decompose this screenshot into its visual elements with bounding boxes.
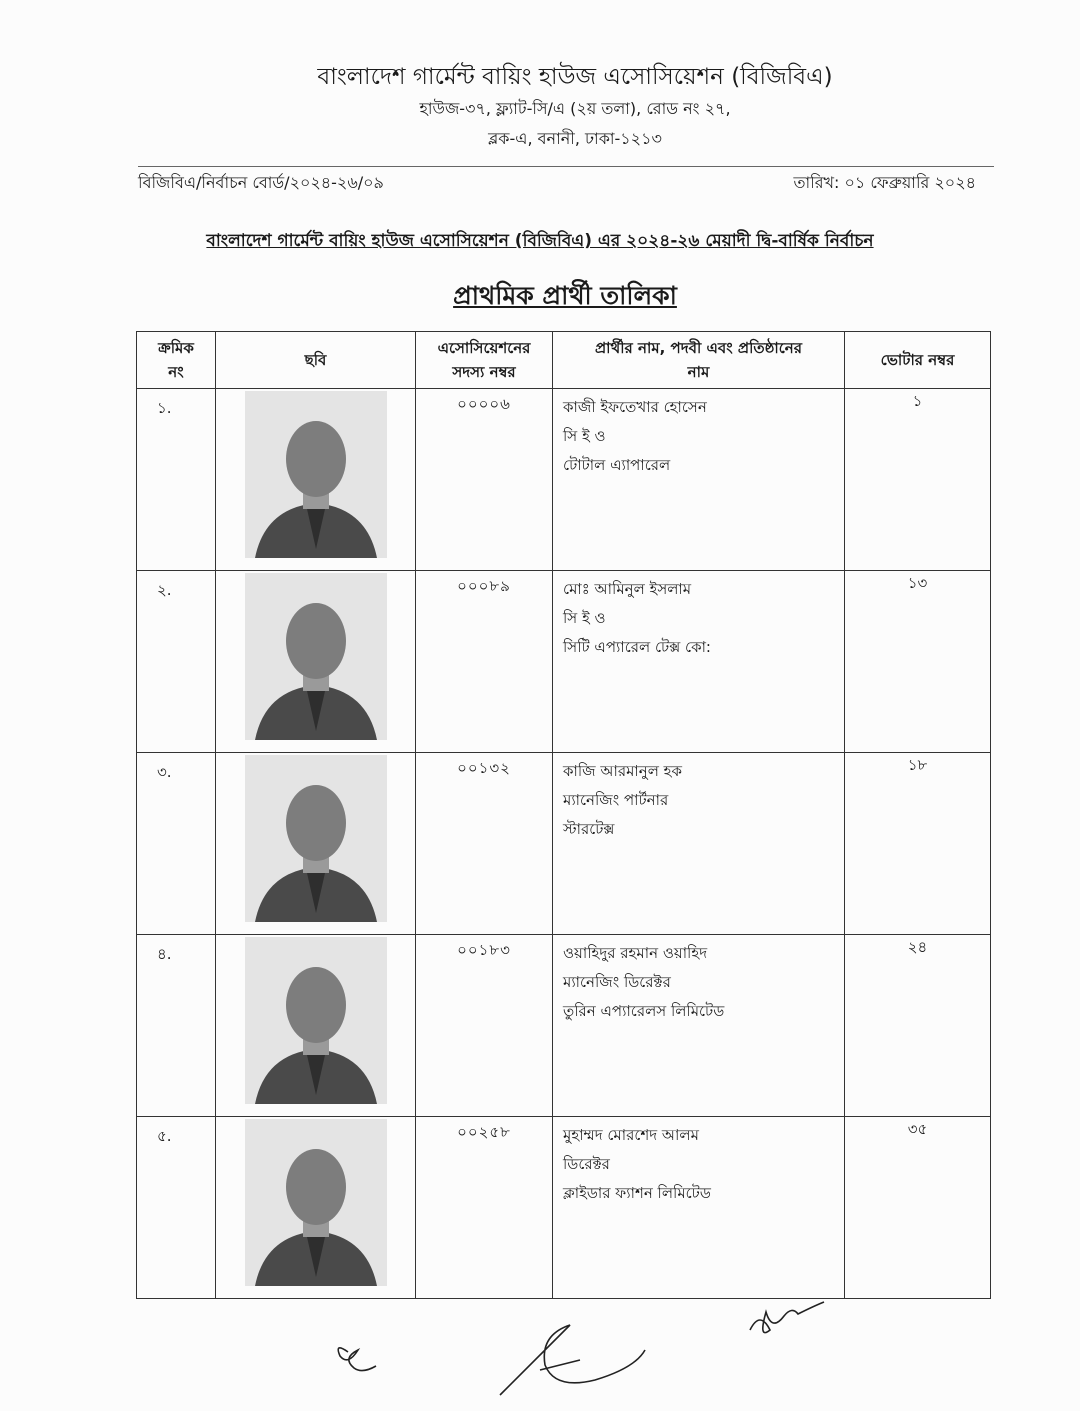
candidate-company: স্টারটেক্স	[563, 820, 615, 838]
candidate-company: ক্লাইডার ফ্যাশন লিমিটেড	[563, 1184, 711, 1202]
candidate-details	[553, 1117, 845, 1299]
table-row	[137, 1117, 991, 1299]
candidate-designation: ম্যানেজিং ডিরেক্টর	[563, 973, 671, 991]
candidate-photo	[245, 937, 387, 1104]
serial-number: ৫.	[137, 1117, 216, 1299]
table-row	[137, 935, 991, 1117]
serial-number: ১.	[137, 389, 216, 571]
member-number: ০০১৩২	[416, 753, 553, 935]
candidate-photo-cell	[216, 753, 416, 935]
election-title: বাংলাদেশ গার্মেন্ট বায়িং হাউজ এসোসিয়েশন (বিজিবিএ) এর ২০২৪-২৬ মেয়াদী দ্বি-বার্ষিক নির্বাচন	[206, 231, 874, 251]
letterhead	[0, 60, 1080, 154]
candidate-photo	[245, 391, 387, 558]
candidate-photo	[245, 755, 387, 922]
address-line-2: ব্লক-এ, বনানী, ঢাকা-১২১৩	[488, 129, 662, 148]
reference-number: বিজিবিএ/নির্বাচন বোর্ড/২০২৪-২৬/০৯	[138, 173, 384, 192]
document-date: তারিখ: ০১ ফেব্রুয়ারি ২০২৪	[793, 173, 976, 192]
candidate-photo-cell	[216, 571, 416, 753]
serial-number: ২.	[137, 571, 216, 753]
signature-1	[338, 1348, 376, 1371]
candidate-name: মুহাম্মদ মোরশেদ আলম	[563, 1126, 699, 1144]
member-number: ০০০৮৯	[416, 571, 553, 753]
candidate-details	[553, 935, 845, 1117]
candidate-name: কাজি আরমানুল হক	[563, 762, 683, 780]
voter-number: ৩৫	[845, 1117, 991, 1299]
candidate-designation: ডিরেক্টর	[563, 1155, 610, 1173]
member-number: ০০০০৬	[416, 389, 553, 571]
candidate-table	[136, 331, 991, 1299]
address-line-1: হাউজ-৩৭, ফ্ল্যাট-সি/এ (২য় তলা), রোড নং ২৭,	[419, 99, 731, 118]
candidate-name: ওয়াহিদুর রহমান ওয়াহিদ	[563, 944, 708, 962]
candidate-company: তুরিন এপ্যারেলস লিমিটেড	[563, 1002, 725, 1020]
candidate-photo	[245, 1119, 387, 1286]
header-serial: ক্রমিক নং	[137, 332, 216, 389]
header-member-number: এসোসিয়েশনের সদস্য নম্বর	[416, 332, 553, 389]
candidate-details	[553, 389, 845, 571]
signatures	[330, 1300, 870, 1400]
list-title: প্রাথমিক প্রার্থী তালিকা	[453, 281, 677, 310]
candidate-designation: সি ই ও	[563, 609, 606, 627]
candidate-photo-cell	[216, 389, 416, 571]
table-header-row	[137, 332, 991, 389]
table-row	[137, 753, 991, 935]
candidate-photo	[245, 573, 387, 740]
serial-number: ৪.	[137, 935, 216, 1117]
voter-number: ১৮	[845, 753, 991, 935]
header-candidate-details: প্রার্থীর নাম, পদবী এবং প্রতিষ্ঠানের নাম	[553, 332, 845, 389]
header-divider	[138, 166, 994, 167]
candidate-name: কাজী ইফতেখার হোসেন	[563, 398, 707, 416]
header-photo: ছবি	[216, 332, 416, 389]
table-row	[137, 571, 991, 753]
voter-number: ১	[845, 389, 991, 571]
header-voter-number: ভোটার নম্বর	[845, 332, 991, 389]
member-number: ০০২৫৮	[416, 1117, 553, 1299]
signature-2	[500, 1325, 645, 1395]
candidate-photo-cell	[216, 935, 416, 1117]
candidate-name: মোঃ আমিনুল ইসলাম	[563, 580, 692, 598]
candidate-details	[553, 753, 845, 935]
voter-number: ২৪	[845, 935, 991, 1117]
candidate-designation: ম্যানেজিং পার্টনার	[563, 791, 669, 809]
candidate-designation: সি ই ও	[563, 427, 606, 445]
voter-number: ১৩	[845, 571, 991, 753]
candidate-company: টোটাল এ্যাপারেল	[563, 456, 671, 474]
candidate-company: সিটি এপ্যারেল টেক্স কো:	[563, 638, 711, 656]
organization-name: বাংলাদেশ গার্মেন্ট বায়িং হাউজ এসোসিয়েশন (বিজিবিএ)	[317, 64, 833, 90]
table-row	[137, 389, 991, 571]
candidate-photo-cell	[216, 1117, 416, 1299]
serial-number: ৩.	[137, 753, 216, 935]
signature-3	[750, 1302, 824, 1333]
candidate-details	[553, 571, 845, 753]
member-number: ০০১৮৩	[416, 935, 553, 1117]
